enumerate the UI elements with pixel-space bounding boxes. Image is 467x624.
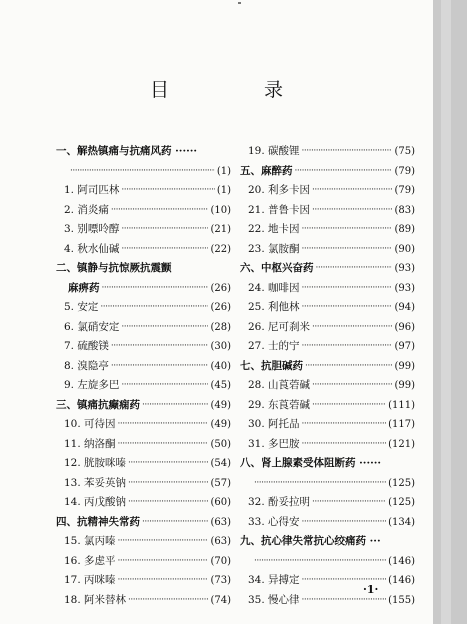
toc-page-number: (26): [210, 302, 231, 313]
toc-page-number: (125): [388, 497, 415, 508]
leader-dots: [121, 240, 208, 260]
toc-page-number: (21): [210, 224, 231, 235]
toc-entry-label: 27. 士的宁: [248, 340, 300, 352]
toc-page-number: (75): [394, 146, 415, 157]
toc-entry: [56, 240, 231, 260]
leader-dots: [312, 396, 386, 416]
leader-dots: [118, 415, 209, 435]
toc-entry-label: 17. 丙咪嗪: [64, 574, 116, 586]
toc-page-number: (73): [210, 575, 231, 586]
leader-dots: [312, 493, 386, 513]
toc-entry: [240, 376, 415, 396]
toc-entry: [240, 396, 415, 416]
toc-page-number: (45): [210, 380, 231, 391]
leader-dots: [121, 318, 208, 338]
page-number: ·1·: [363, 583, 379, 596]
toc-entry-label: 六、中枢兴奋药: [240, 262, 314, 274]
leader-dots: [111, 201, 209, 221]
leader-dots: [312, 181, 392, 201]
toc-page-number: (54): [210, 458, 231, 469]
toc-entry-label: 33. 心得安: [248, 515, 300, 528]
toc-page-number: (111): [388, 399, 415, 411]
leader-dots: [316, 259, 393, 279]
toc-entry: [56, 181, 231, 201]
toc-entry: [240, 591, 415, 611]
toc-entry: [56, 201, 231, 221]
leader-dots: [302, 240, 393, 260]
toc-page-number: (1): [216, 165, 231, 177]
toc-page-number: (146): [388, 555, 415, 567]
toc-entry: [56, 318, 231, 338]
toc-entry-label: 23. 氯胺酮: [248, 242, 300, 255]
leader-dots: [312, 318, 392, 338]
toc-page-number: (134): [388, 516, 415, 528]
toc-entry-label: 30. 阿托品: [248, 418, 300, 430]
toc-entry: [56, 571, 231, 591]
toc-section-heading: [240, 357, 415, 377]
leader-dots: [111, 337, 209, 357]
toc-entry-label: 25. 利他林: [248, 301, 300, 313]
leader-dots: [102, 279, 209, 299]
toc-entry: [240, 279, 415, 299]
toc-page-number: (155): [388, 594, 415, 606]
toc-entry: [240, 552, 415, 572]
toc-entry-label: 15. 氯丙嗪: [64, 535, 116, 547]
toc-page-number: (125): [388, 477, 415, 489]
toc-page-number: (50): [210, 438, 231, 450]
toc-entry-label: 35. 慢心律: [248, 593, 300, 606]
toc-page-number: (83): [394, 204, 415, 216]
leader-dots: [302, 142, 393, 162]
leader-dots: [305, 357, 392, 377]
leader-dots: [118, 435, 209, 455]
toc-entry-label: 12. 胱胺咪嗪: [64, 457, 127, 469]
toc-page-number: (93): [394, 282, 415, 294]
toc-page-number: (70): [210, 555, 231, 567]
toc-section-heading: [240, 162, 415, 182]
toc-page-number: (97): [394, 341, 415, 352]
toc-entry: [56, 162, 231, 182]
leader-dots: [254, 552, 386, 572]
leader-dots: [312, 376, 392, 396]
toc-page-number: (57): [210, 477, 231, 489]
toc-entry: [56, 376, 231, 396]
leader-dots: [100, 298, 208, 318]
toc-entry-label: 18. 阿米替林: [64, 593, 127, 606]
toc-entry-label: 28. 山莨菪碱: [248, 379, 311, 391]
toc-entry: [240, 181, 415, 201]
toc-entry: [240, 337, 415, 357]
toc-entry: [240, 474, 415, 494]
leader-dots: [302, 513, 387, 533]
toc-page-number: (49): [210, 419, 231, 430]
leader-dots: [118, 552, 209, 572]
toc-page-number: (117): [388, 419, 415, 430]
toc-entry-label: 七、抗胆碱药: [240, 359, 303, 372]
leader-dots: [121, 376, 208, 396]
toc-page-number: (89): [394, 224, 415, 235]
toc-entry-label: 32. 酚妥拉明: [248, 496, 311, 508]
toc-entry-label: 麻痹药: [68, 281, 100, 294]
toc-page-number: (90): [394, 243, 415, 255]
toc-entry-label: 26. 尼可刹米: [248, 320, 311, 333]
leader-dots: [128, 454, 208, 474]
toc-entry-label: 八、肾上腺素受体阻断药 ······: [240, 457, 382, 469]
toc-entry: [240, 493, 415, 513]
toc-entry: [56, 279, 231, 299]
toc-entry-label: 24. 咖啡因: [248, 281, 300, 294]
scan-mark: [238, 2, 241, 4]
toc-page-number: (79): [394, 185, 415, 196]
toc-entry: [56, 357, 231, 377]
toc-entry-label: 21. 普鲁卡因: [248, 203, 311, 216]
toc-entry: [56, 454, 231, 474]
leader-dots: [254, 474, 386, 494]
leader-dots: [295, 162, 393, 182]
toc-entry-label: 29. 东莨菪碱: [248, 398, 311, 411]
toc-page-number: (30): [210, 341, 231, 352]
toc-section-heading: [240, 259, 415, 279]
toc-entry-label: 6. 氯硝安定: [64, 320, 120, 333]
toc-entry-label: 22. 地卡因: [248, 223, 300, 235]
toc-section-heading: [56, 142, 231, 162]
toc-entry-label: 34. 异搏定: [248, 574, 300, 586]
toc-entry: [56, 415, 231, 435]
toc-entry: [56, 532, 231, 552]
toc-page-number: (99): [394, 380, 415, 391]
toc-entry: [240, 240, 415, 260]
toc-entry: [240, 220, 415, 240]
toc-section-heading: [240, 532, 415, 552]
toc-entry-label: 11. 纳洛酮: [64, 437, 116, 450]
leader-dots: [128, 591, 208, 611]
toc-entry: [240, 415, 415, 435]
toc-page-number: (121): [388, 438, 415, 450]
leader-dots: [118, 532, 209, 552]
toc-entry: [56, 474, 231, 494]
leader-dots: [128, 493, 208, 513]
toc-entry-label: 2. 消炎痛: [64, 203, 109, 216]
toc-entry-label: 1. 阿司匹林: [64, 184, 120, 196]
toc-section-heading: [240, 454, 415, 474]
leader-dots: [312, 201, 392, 221]
toc-page-number: (94): [394, 302, 415, 313]
toc-page-number: (40): [210, 360, 231, 372]
toc-entry-label: 13. 苯妥英钠: [64, 476, 127, 489]
toc-section-heading: [56, 513, 231, 533]
toc-entry: [56, 435, 231, 455]
toc-entry: [240, 298, 415, 318]
toc-entry-label: 五、麻醉药: [240, 164, 293, 177]
leader-dots: [128, 474, 208, 494]
leader-dots: [142, 396, 208, 416]
toc-entry-label: 3. 别嘌呤醇: [64, 223, 120, 235]
toc-entry: [240, 201, 415, 221]
toc-entry-label: 四、抗精神失常药: [56, 515, 140, 528]
toc-section-heading: [56, 259, 231, 279]
toc-entry-label: 7. 硫酸镁: [64, 340, 109, 352]
toc-entry: [56, 220, 231, 240]
toc-page-number: (63): [210, 516, 231, 528]
page-title: 目 录: [149, 79, 321, 101]
toc-page-number: (63): [210, 536, 231, 547]
toc-page-number: (28): [210, 321, 231, 333]
toc-entry: [240, 318, 415, 338]
leader-dots: [302, 298, 393, 318]
toc-entry-label: 5. 安定: [64, 301, 99, 313]
toc-page-number: (74): [210, 594, 231, 606]
toc-entry: [240, 142, 415, 162]
toc-entry-label: 8. 溴隐亭: [64, 359, 109, 372]
toc-right-column: [240, 142, 415, 610]
toc-page-number: (93): [394, 263, 415, 274]
toc-page-number: (96): [394, 321, 415, 333]
toc-entry-label: 4. 秋水仙碱: [64, 242, 120, 255]
toc-page-number: (26): [210, 282, 231, 294]
toc-entry: [56, 591, 231, 611]
toc-entry-label: 14. 丙戊酸钠: [64, 496, 127, 508]
toc-entry: [240, 513, 415, 533]
leader-dots: [302, 279, 393, 299]
toc-entry: [240, 571, 415, 591]
leader-dots: [302, 435, 387, 455]
leader-dots: [302, 415, 387, 435]
toc-entry-label: 三、镇痛抗癫痫药: [56, 398, 140, 411]
toc-page-number: (10): [210, 204, 231, 216]
leader-dots: [118, 571, 209, 591]
toc-entry: [240, 435, 415, 455]
toc-page-number: (49): [210, 399, 231, 411]
toc-entry-label: 二、镇静与抗惊厥抗震颤: [56, 262, 172, 274]
leader-dots: [302, 337, 393, 357]
toc-entry-label: 10. 可待因: [64, 418, 116, 430]
toc-entry-label: 16. 多虑平: [64, 554, 116, 567]
toc-page-number: (146): [388, 575, 415, 586]
leader-dots: [302, 220, 393, 240]
toc-left-column: [56, 142, 231, 610]
toc-entry: [56, 552, 231, 572]
leader-dots: [121, 220, 208, 240]
toc-entry: [56, 298, 231, 318]
toc-section-heading: [56, 396, 231, 416]
toc-page-number: (1): [216, 185, 231, 196]
gutter-shadow: [441, 0, 451, 624]
leader-dots: [121, 181, 214, 201]
leader-dots: [111, 357, 209, 377]
toc-page-number: (22): [210, 243, 231, 255]
toc-page-number: (60): [210, 497, 231, 508]
leader-dots: [142, 513, 208, 533]
toc-entry-label: 9. 左旋多巴: [64, 379, 120, 391]
toc-page-number: (79): [394, 165, 415, 177]
toc-entry-label: 九、抗心律失常抗心绞痛药 ···: [240, 535, 381, 547]
toc-entry: [56, 493, 231, 513]
leader-dots: [70, 162, 215, 182]
toc-page-number: (99): [394, 360, 415, 372]
toc-entry-label: 一、解热镇痛与抗痛风药 ······: [56, 145, 198, 157]
toc-entry-label: 19. 碳酸锂: [248, 145, 300, 157]
toc-entry-label: 20. 利多卡因: [248, 184, 311, 196]
toc-entry: [56, 337, 231, 357]
toc-entry-label: 31. 多巴胺: [248, 437, 300, 450]
